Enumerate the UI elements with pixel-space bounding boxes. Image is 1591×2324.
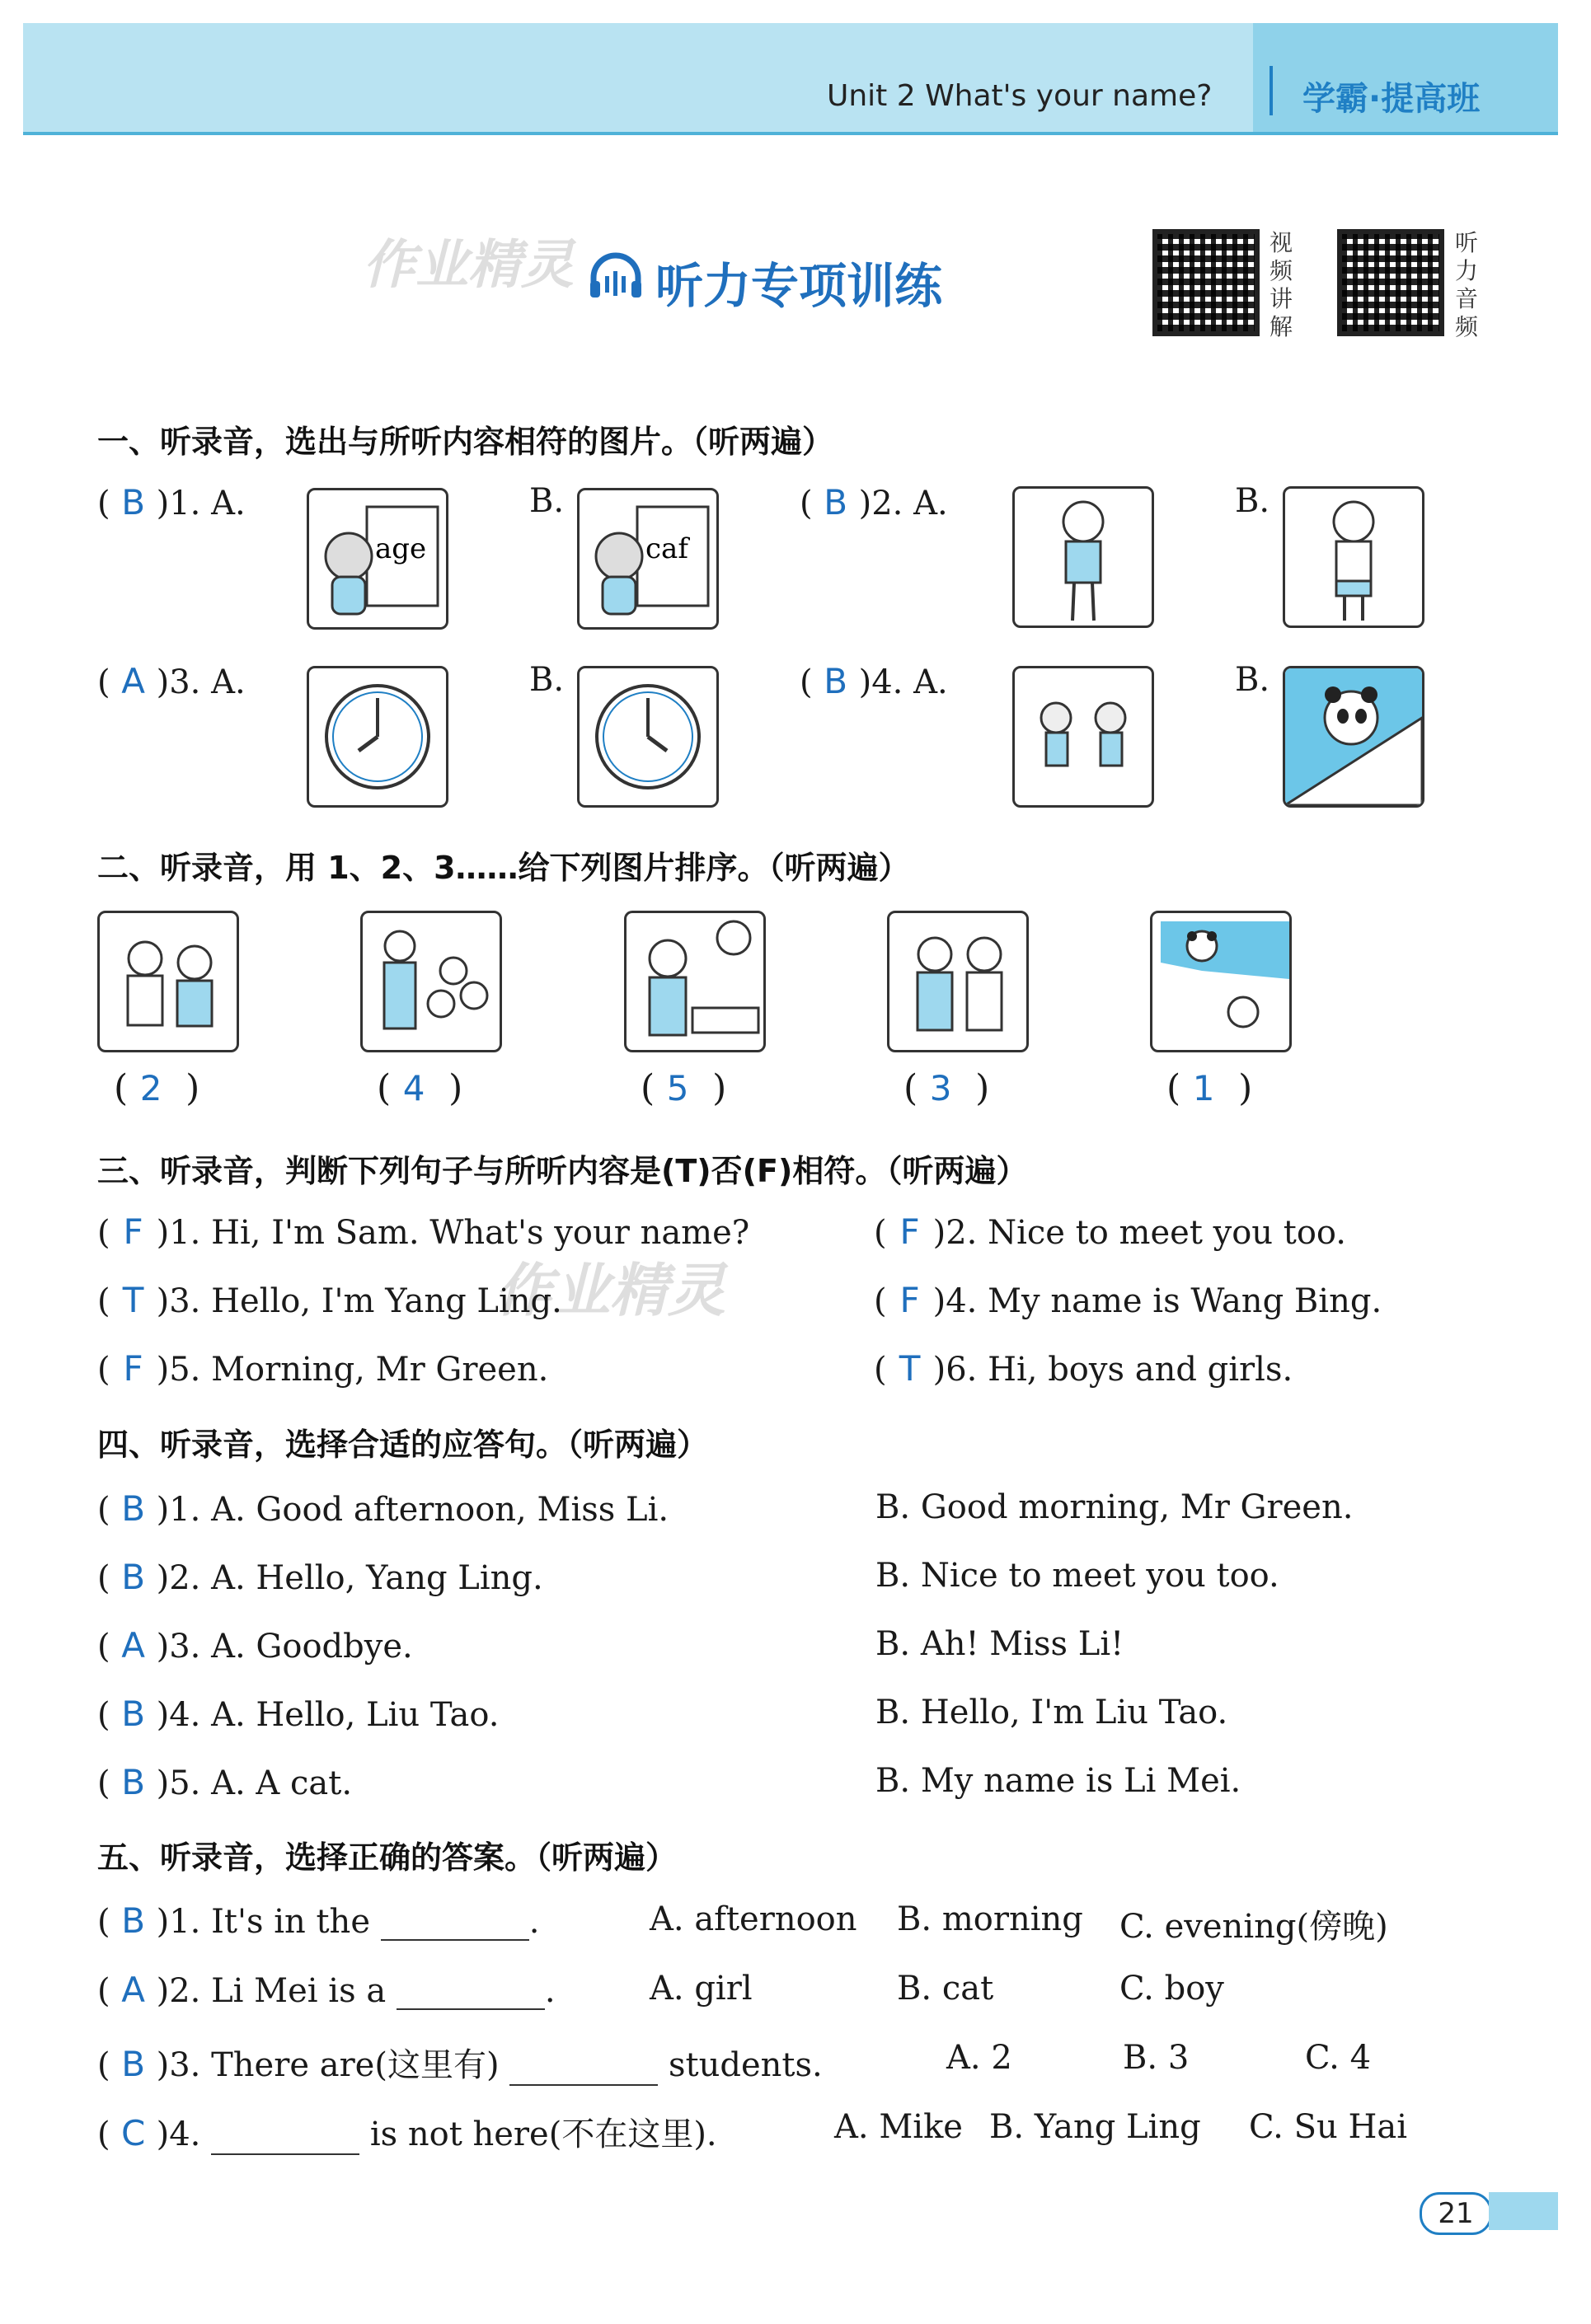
answer: B xyxy=(824,482,848,522)
s4-q4: ( B )4. A. Hello, Liu Tao. xyxy=(97,1694,500,1734)
s3-q5: ( F )5. Morning, Mr Green. xyxy=(97,1348,549,1389)
s1-q1: ( B )1. A. xyxy=(97,482,246,522)
picture-panda xyxy=(1283,666,1424,808)
audio-qr-label: 听力音频 xyxy=(1455,229,1479,340)
option-a: )1. A. Good afternoon, Miss Li. xyxy=(156,1491,669,1529)
answer: B xyxy=(121,2044,146,2084)
answer: B xyxy=(121,1488,146,1529)
question-text-end: . xyxy=(544,1972,556,2010)
s5-q3-b: B. 3 xyxy=(1123,2039,1190,2077)
s4-q4-b: B. Hello, I'm Liu Tao. xyxy=(875,1694,1228,1731)
unit-title: Unit 2 What's your name? xyxy=(827,79,1213,113)
brand-label: 学霸·提高班 xyxy=(1302,80,1481,118)
s5-q4-c: C. Su Hai xyxy=(1249,2108,1408,2146)
section2-heading: 二、听录音，用 1、2、3……给下列图片排序。（听两遍） xyxy=(97,850,910,886)
section-title: 听力专项训练 xyxy=(655,258,943,314)
picture-boy xyxy=(1012,486,1154,628)
sequence-picture-4 xyxy=(887,911,1029,1052)
answer-blank xyxy=(381,1906,529,1941)
word-card-label: age xyxy=(375,532,427,565)
sequence-answer-3: ( 5 ) xyxy=(641,1067,727,1109)
sequence-picture-1 xyxy=(97,911,239,1052)
video-qr-code[interactable] xyxy=(1152,229,1260,336)
s5-q1-c: C. evening(傍晚) xyxy=(1119,1908,1388,1946)
section1-heading: 一、听录音，选出与所听内容相符的图片。（听两遍） xyxy=(97,424,834,460)
answer: C xyxy=(120,2113,146,2153)
answer: B xyxy=(121,1900,146,1941)
picture-clock-4 xyxy=(577,666,719,808)
s3-q1: ( F )1. Hi, I'm Sam. What's your name? xyxy=(97,1211,750,1252)
question-text-end: is not here(不在这里). xyxy=(369,2115,717,2153)
answer: B xyxy=(824,661,848,701)
answer: F xyxy=(899,1280,920,1320)
s5-q2-c: C. boy xyxy=(1119,1970,1224,2008)
watermark: 作业精灵 xyxy=(495,1257,725,1324)
question-text: )2. Nice to meet you too. xyxy=(932,1214,1347,1252)
brand-tab xyxy=(1253,23,1558,132)
s5-q3-c: C. 4 xyxy=(1305,2039,1372,2077)
option-a: )3. A. Goodbye. xyxy=(156,1628,413,1666)
picture-bear-cat xyxy=(577,488,719,630)
sequence-answer-2: ( 4 ) xyxy=(377,1067,463,1109)
picture-clock-8 xyxy=(307,666,448,808)
answer: A xyxy=(121,1625,145,1666)
answer: 1 xyxy=(1192,1068,1215,1108)
sequence-picture-2 xyxy=(360,911,502,1052)
picture-girl xyxy=(1283,486,1424,628)
answer: F xyxy=(123,1211,143,1252)
section5-heading: 五、听录音，选择正确的答案。（听两遍） xyxy=(97,1839,678,1876)
page-number-bar xyxy=(1489,2192,1558,2230)
answer: A xyxy=(121,1970,145,2010)
page-number: 21 xyxy=(1420,2192,1492,2235)
question-number: )1. A. xyxy=(156,485,246,522)
question-number: )4. A. xyxy=(858,663,948,701)
s4-q1-b: B. Good morning, Mr Green. xyxy=(875,1488,1354,1526)
s4-q2-b: B. Nice to meet you too. xyxy=(875,1557,1279,1595)
headphones-icon xyxy=(587,251,645,301)
option-a: )5. A. A cat. xyxy=(156,1764,353,1802)
option-a: )4. A. Hello, Liu Tao. xyxy=(156,1696,500,1734)
sequence-answer-4: ( 3 ) xyxy=(903,1067,990,1109)
answer: B xyxy=(121,1762,146,1802)
s5-q3-a: A. 2 xyxy=(946,2039,1012,2077)
s4-q5: ( B )5. A. A cat. xyxy=(97,1762,353,1802)
page-header xyxy=(23,23,1558,135)
s1-q2: ( B )2. A. xyxy=(800,482,948,522)
answer: F xyxy=(899,1211,920,1252)
s4-q3: ( A )3. A. Goodbye. xyxy=(97,1625,413,1666)
s1-q4-b-label: B. xyxy=(1235,661,1270,699)
question-text: )6. Hi, boys and girls. xyxy=(932,1351,1293,1389)
answer-blank xyxy=(509,2051,658,2086)
s3-q6: ( T )6. Hi, boys and girls. xyxy=(874,1348,1293,1389)
s5-q4-a: A. Mike xyxy=(834,2108,963,2146)
s5-q1-b: B. morning xyxy=(897,1900,1083,1938)
question-text-end: . xyxy=(528,1903,540,1941)
s5-q3: ( B )3. There are(这里有) students. xyxy=(97,2044,823,2084)
picture-bear-age xyxy=(307,488,448,630)
question-number: )2. A. xyxy=(858,485,948,522)
watermark: 作业精灵 xyxy=(363,235,574,296)
answer: T xyxy=(122,1280,144,1320)
question-text-end: students. xyxy=(669,2046,823,2084)
answer: 5 xyxy=(666,1068,689,1108)
section4-heading: 四、听录音，选择合适的应答句。（听两遍） xyxy=(97,1427,709,1463)
answer: F xyxy=(123,1348,143,1389)
s4-q2: ( B )2. A. Hello, Yang Ling. xyxy=(97,1557,543,1597)
picture-mice xyxy=(1012,666,1154,808)
question-number: )3. A. xyxy=(156,663,246,701)
s4-q3-b: B. Ah! Miss Li! xyxy=(875,1625,1124,1663)
answer: A xyxy=(121,661,145,701)
answer-blank xyxy=(211,2120,359,2155)
section3-heading: 三、听录音，判断下列句子与所听内容是(T)否(F)相符。（听两遍） xyxy=(97,1153,1028,1189)
s3-q2: ( F )2. Nice to meet you too. xyxy=(874,1211,1347,1252)
answer-blank xyxy=(397,1975,545,2010)
s5-q2-a: A. girl xyxy=(650,1970,753,2008)
s5-q1-a: A. afternoon xyxy=(650,1900,857,1938)
answer: B xyxy=(121,1557,146,1597)
s1-q4: ( B )4. A. xyxy=(800,661,948,701)
video-qr-label: 视频讲解 xyxy=(1270,229,1293,340)
s1-q3: ( A )3. A. xyxy=(97,661,246,701)
sequence-answer-5: ( 1 ) xyxy=(1166,1067,1253,1109)
s4-q5-b: B. My name is Li Mei. xyxy=(875,1762,1241,1800)
question-text: )1. It's in the xyxy=(156,1903,370,1941)
question-text: )3. Hello, I'm Yang Ling. xyxy=(156,1282,562,1320)
answer: B xyxy=(121,482,146,522)
s5-q2: ( A )2. Li Mei is a . xyxy=(97,1970,556,2010)
answer: 4 xyxy=(402,1068,425,1108)
sequence-picture-5 xyxy=(1150,911,1292,1052)
question-text: )4. xyxy=(156,2115,201,2153)
question-text: )2. Li Mei is a xyxy=(156,1972,387,2010)
question-text: )3. There are(这里有) xyxy=(156,2046,500,2084)
answer: T xyxy=(899,1348,921,1389)
s1-q3-b-label: B. xyxy=(529,661,565,699)
question-text: )5. Morning, Mr Green. xyxy=(156,1351,549,1389)
answer: B xyxy=(121,1694,146,1734)
s5-q4: ( C )4. is not here(不在这里). xyxy=(97,2113,717,2153)
answer: 2 xyxy=(139,1068,162,1108)
sequence-answer-1: ( 2 ) xyxy=(114,1067,200,1109)
s5-q4-b: B. Yang Ling xyxy=(989,2108,1201,2146)
s5-q1: ( B )1. It's in the . xyxy=(97,1900,540,1941)
s1-q1-b-label: B. xyxy=(529,482,565,520)
s3-q3: ( T )3. Hello, I'm Yang Ling. xyxy=(97,1280,562,1320)
word-card-label: caf xyxy=(645,532,688,565)
s4-q1: ( B )1. A. Good afternoon, Miss Li. xyxy=(97,1488,669,1529)
sequence-picture-3 xyxy=(624,911,766,1052)
s1-q2-b-label: B. xyxy=(1235,482,1270,520)
question-text: )4. My name is Wang Bing. xyxy=(932,1282,1382,1320)
s3-q4: ( F )4. My name is Wang Bing. xyxy=(874,1280,1382,1320)
s5-q2-b: B. cat xyxy=(897,1970,994,2008)
question-text: )1. Hi, I'm Sam. What's your name? xyxy=(156,1214,750,1252)
audio-qr-code[interactable] xyxy=(1337,229,1444,336)
answer: 3 xyxy=(929,1068,952,1108)
option-a: )2. A. Hello, Yang Ling. xyxy=(156,1559,543,1597)
arrow-icon xyxy=(1270,66,1273,115)
